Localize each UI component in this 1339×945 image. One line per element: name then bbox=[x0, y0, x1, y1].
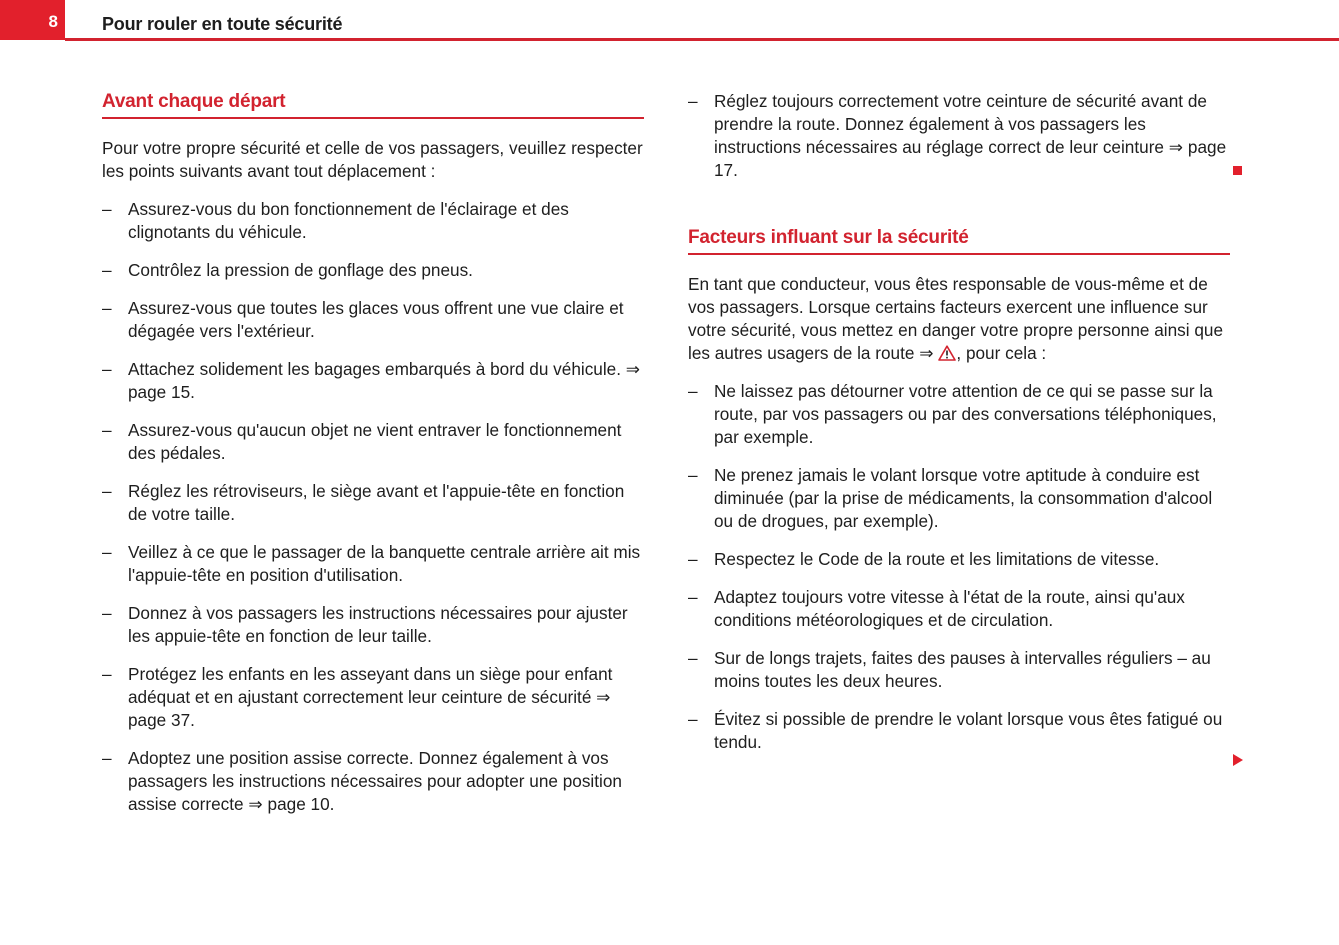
list-item: – Veillez à ce que le passager de la banquette centrale arrière ait mis l'appuie-tête en position d'utilisation. bbox=[102, 542, 641, 585]
list-item: – Sur de longs trajets, faites des pauses à intervalles réguliers – au moins toutes les deux heures. bbox=[688, 648, 1211, 691]
warning-triangle-icon[interactable] bbox=[938, 344, 956, 360]
list-item: – Protégez les enfants en les asseyant dans un siège pour enfant adéquat et en ajustant correctement leur ceinture de sécurité ⇒ page 37. bbox=[102, 664, 613, 730]
list-item: – Respectez le Code de la route et les limitations de vitesse. bbox=[688, 549, 1160, 569]
intro-paragraph: Pour votre propre sécurité et celle de vos passagers, veuillez respecter les points suivants avant tout déplacement : bbox=[102, 138, 643, 181]
left-column bbox=[102, 90, 644, 831]
dash-bullet: – bbox=[102, 603, 112, 623]
list-item: – Donnez à vos passagers les instructions nécessaires pour ajuster les appuie-tête en fonction de leur taille. bbox=[102, 603, 628, 646]
list-item: – Assurez-vous du bon fonctionnement de l'éclairage et des clignotants du véhicule. bbox=[102, 199, 569, 242]
dash-bullet: – bbox=[102, 298, 112, 318]
dash-bullet: – bbox=[102, 260, 112, 280]
list-item: – Attachez solidement les bagages embarqués à bord du véhicule. ⇒ page 15. bbox=[102, 359, 641, 402]
list-item: – Ne laissez pas détourner votre attention de ce qui se passe sur la route, par vos passagers ou par des conversations téléphoniques, par exemple. bbox=[688, 381, 1217, 447]
intro-paragraph: En tant que conducteur, vous êtes responsable de vous-même et de vos passagers. Lorsque certains facteurs exercent une influence sur votre sécurité, vous mettez en danger votre propre personne ainsi que les autres usagers de la route ⇒ , pour cela : bbox=[688, 274, 1224, 363]
list-item: – Adaptez toujours votre vitesse à l'état de la route, ainsi qu'aux conditions météorologiques et de circulation. bbox=[688, 587, 1185, 630]
dash-bullet: – bbox=[102, 664, 112, 684]
dash-bullet: – bbox=[688, 709, 698, 729]
list-item: – Assurez-vous que toutes les glaces vous offrent une vue claire et dégagée vers l'extérieur. bbox=[102, 298, 624, 341]
dash-bullet: – bbox=[102, 542, 112, 562]
list-item: – Ne prenez jamais le volant lorsque votre aptitude à conduire est diminuée (par la prise de médicaments, la consommation d'alcool ou de drogues, par exemple). bbox=[688, 465, 1213, 531]
page-reference-link[interactable]: ⇒ page 15. bbox=[128, 359, 641, 402]
dash-bullet: – bbox=[102, 748, 112, 768]
dash-bullet: – bbox=[102, 359, 112, 379]
right-column bbox=[688, 90, 1230, 769]
list-item: – Adoptez une position assise correcte. Donnez également à vos passagers les instructions nécessaires pour adopter une position assise correcte ⇒ page 10. bbox=[102, 748, 622, 814]
header-rule bbox=[65, 38, 1339, 41]
dash-bullet: – bbox=[102, 420, 112, 440]
page-reference-link[interactable]: ⇒ page 10. bbox=[248, 794, 335, 814]
page-reference-link[interactable]: ⇒ page 17. bbox=[714, 137, 1227, 180]
dash-bullet: – bbox=[688, 549, 698, 569]
checklist bbox=[102, 198, 644, 816]
dash-bullet: – bbox=[688, 465, 698, 485]
continued-arrow-icon[interactable] bbox=[1233, 754, 1243, 766]
list-item: – Évitez si possible de prendre le volant lorsque vous êtes fatigué ou tendu. bbox=[688, 709, 1223, 752]
list-item: – Assurez-vous qu'aucun objet ne vient entraver le fonctionnement des pédales. bbox=[102, 420, 622, 463]
running-title: Pour rouler en toute sécurité bbox=[102, 14, 343, 34]
page-number: 8 bbox=[48, 12, 58, 31]
list-item: – Contrôlez la pression de gonflage des pneus. bbox=[102, 260, 473, 280]
dash-bullet: – bbox=[688, 587, 698, 607]
section-title-facteurs: Facteurs influant sur la sécurité bbox=[688, 226, 1230, 255]
dash-bullet: – bbox=[102, 199, 112, 219]
dash-bullet: – bbox=[688, 91, 698, 111]
safety-factors-list bbox=[688, 380, 1230, 754]
page-reference-link[interactable]: ⇒ page 37. bbox=[128, 687, 611, 730]
dash-bullet: – bbox=[102, 481, 112, 501]
list-item: – Réglez toujours correctement votre ceinture de sécurité avant de prendre la route. Donnez également à vos passagers les instructions nécessaires au réglage correct de leur ceinture ⇒ page 17. bbox=[688, 91, 1227, 180]
list-item: – Réglez les rétroviseurs, le siège avant et l'appuie-tête en fonction de votre taille. bbox=[102, 481, 625, 524]
continued-checklist bbox=[688, 90, 1230, 182]
dash-bullet: – bbox=[688, 381, 698, 401]
dash-bullet: – bbox=[688, 648, 698, 668]
section-title-avant-chaque-depart: Avant chaque départ bbox=[102, 90, 644, 119]
end-of-section-square-icon bbox=[1233, 166, 1242, 175]
